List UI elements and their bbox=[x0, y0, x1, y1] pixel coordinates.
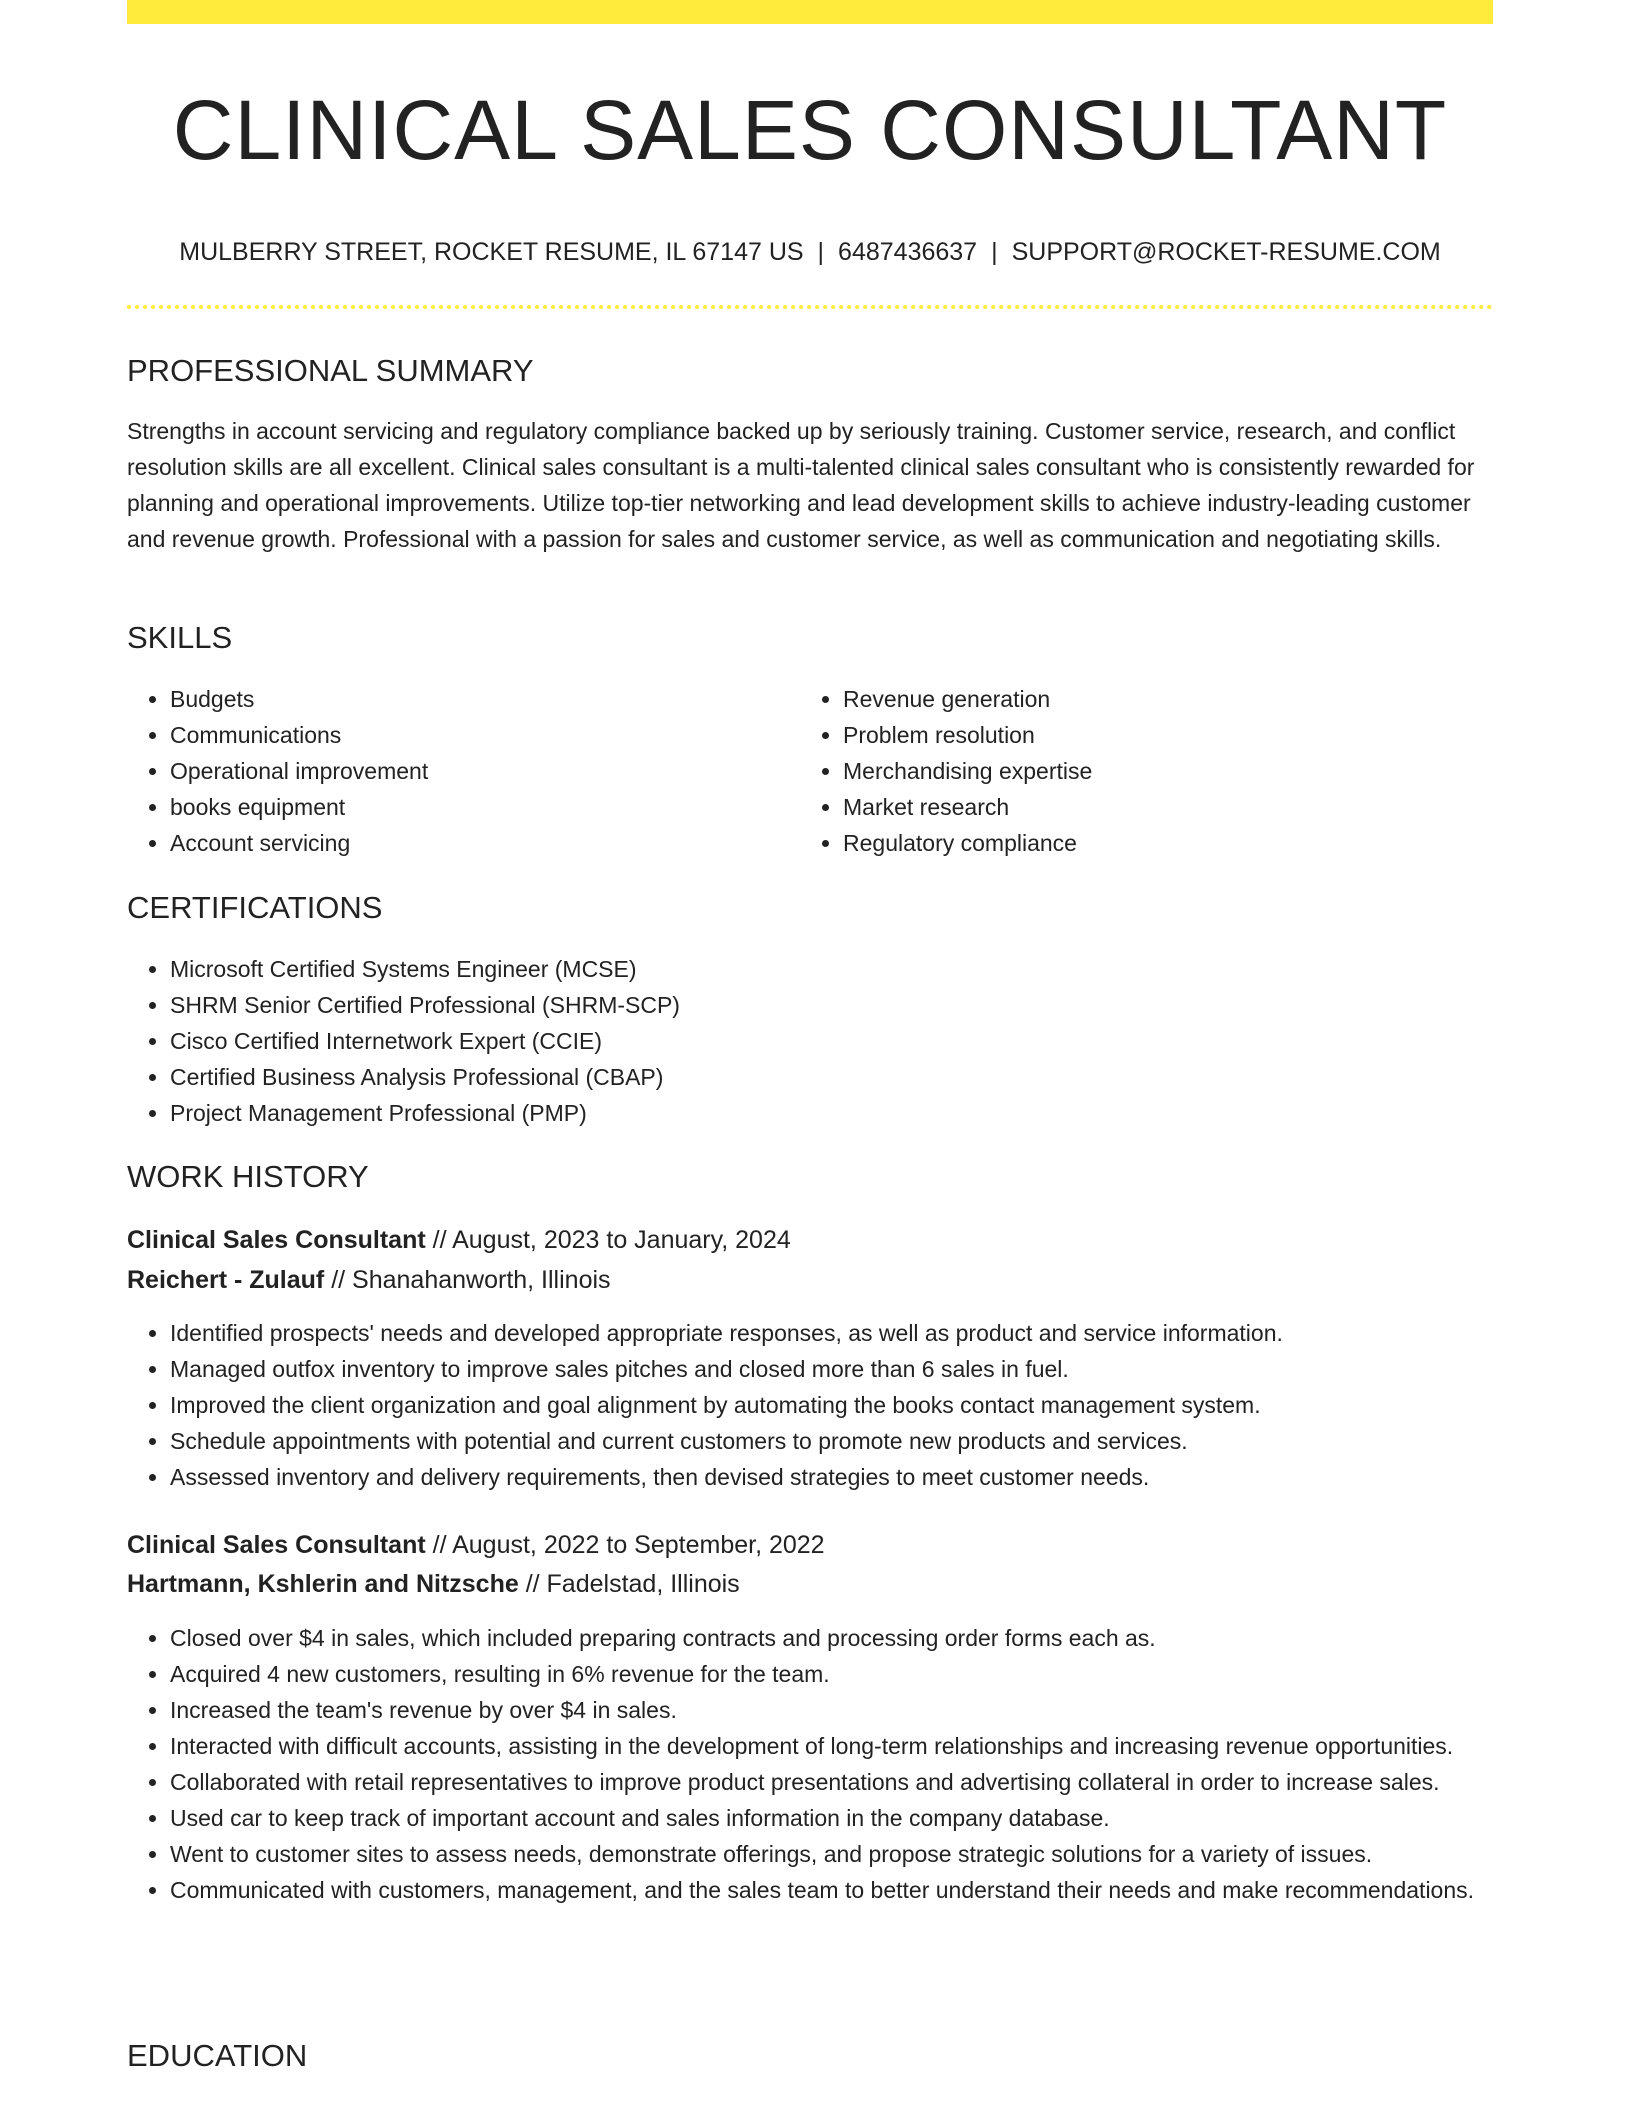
certification-item: • Certified Business Analysis Professional (CBAP) bbox=[170, 1059, 680, 1095]
skills-heading: SKILLS bbox=[127, 620, 233, 655]
education-heading: EDUCATION bbox=[127, 2038, 308, 2073]
skill-item: • Problem resolution bbox=[843, 717, 1092, 753]
job-title-line bbox=[127, 1222, 791, 1258]
job-company: Reichert - Zulauf bbox=[127, 1266, 325, 1294]
job-bullets bbox=[127, 1620, 1493, 1908]
job-bullet: • Used car to keep track of important account and sales information in the company database. bbox=[170, 1800, 1493, 1836]
skill-item: • Operational improvement bbox=[170, 753, 428, 789]
job-bullet: • Identified prospects' needs and developed appropriate responses, as well as product and service information. bbox=[170, 1315, 1493, 1351]
job-bullet: • Acquired 4 new customers, resulting in 6% revenue for the team. bbox=[170, 1656, 1493, 1692]
job-bullet: • Communicated with customers, management, and the sales team to better understand their needs and make recommendations. bbox=[170, 1872, 1493, 1908]
contact-address: MULBERRY STREET, ROCKET RESUME, IL 67147 US bbox=[179, 238, 804, 266]
job-position: Clinical Sales Consultant bbox=[127, 1531, 426, 1559]
contact-line bbox=[127, 236, 1493, 268]
job-bullet: • Managed outfox inventory to improve sales pitches and closed more than 6 sales in fuel. bbox=[170, 1351, 1493, 1387]
job-company: Hartmann, Kshlerin and Nitzsche bbox=[127, 1570, 519, 1598]
skill-item: • Communications bbox=[170, 717, 428, 753]
job-bullet: • Collaborated with retail representatives to improve product presentations and advertising collateral in order to increase sales. bbox=[170, 1764, 1493, 1800]
summary-text: Strengths in account servicing and regulatory compliance backed up by seriously training. Customer service, research, and conflict resolution skills are all excellent. Clinical sales consultant is a multi-talented clinical sales consultant who is consistently rewarded for planning and operational improvements. Utilize top-tier networking and lead development skills to achieve industry-leading customer and revenue growth. Professional with a passion for sales and customer service, as well as communication and negotiating skills. bbox=[127, 418, 1475, 552]
job-bullet: • Improved the client organization and goal alignment by automating the books contact management system. bbox=[170, 1387, 1493, 1423]
certifications-list bbox=[127, 951, 680, 1131]
contact-email: SUPPORT@ROCKET-RESUME.COM bbox=[1011, 238, 1441, 266]
job-location: // Fadelstad, Illinois bbox=[518, 1570, 740, 1598]
job-bullet: • Went to customer sites to assess needs, demonstrate offerings, and propose strategic solutions for a variety of issues. bbox=[170, 1836, 1493, 1872]
job-location: // Shanahanworth, Illinois bbox=[324, 1266, 611, 1294]
job-dates: // August, 2022 to September, 2022 bbox=[425, 1531, 825, 1559]
job-bullets bbox=[127, 1315, 1493, 1495]
resume-content bbox=[127, 0, 1493, 2073]
skills-list-left bbox=[127, 681, 428, 861]
job-company-line bbox=[127, 1262, 611, 1298]
summary-heading: PROFESSIONAL SUMMARY bbox=[127, 353, 534, 388]
job-title-line bbox=[127, 1527, 825, 1563]
job-dates: // August, 2023 to January, 2024 bbox=[425, 1226, 791, 1254]
job-bullet: • Interacted with difficult accounts, assisting in the development of long-term relationships and increasing revenue opportunities. bbox=[170, 1728, 1493, 1764]
skill-item: • Regulatory compliance bbox=[843, 825, 1092, 861]
dotted-divider bbox=[127, 305, 1493, 309]
skills-list-right bbox=[800, 681, 1092, 861]
certification-item: • Project Management Professional (PMP) bbox=[170, 1095, 680, 1131]
skill-item: • Merchandising expertise bbox=[843, 753, 1092, 789]
skill-item: • Market research bbox=[843, 789, 1092, 825]
skill-item: • Revenue generation bbox=[843, 681, 1092, 717]
certification-item: • SHRM Senior Certified Professional (SHRM-SCP) bbox=[170, 987, 680, 1023]
certification-item: • Microsoft Certified Systems Engineer (MCSE) bbox=[170, 951, 680, 987]
contact-separator: | bbox=[817, 238, 825, 266]
job-bullet: • Increased the team's revenue by over $4 in sales. bbox=[170, 1692, 1493, 1728]
job-company-line bbox=[127, 1566, 740, 1602]
job-bullet: • Closed over $4 in sales, which included preparing contracts and processing order forms each as. bbox=[170, 1620, 1493, 1656]
certifications-heading: CERTIFICATIONS bbox=[127, 890, 383, 925]
contact-separator: | bbox=[991, 238, 998, 266]
certification-item: • Cisco Certified Internetwork Expert (CCIE) bbox=[170, 1023, 680, 1059]
candidate-name: CLINICAL SALES CONSULTANT bbox=[172, 83, 1448, 177]
job-bullet: • Schedule appointments with potential and current customers to promote new products and services. bbox=[170, 1423, 1493, 1459]
skill-item: • Account servicing bbox=[170, 825, 428, 861]
job-position: Clinical Sales Consultant bbox=[127, 1226, 426, 1254]
job-bullet: • Assessed inventory and delivery requirements, then devised strategies to meet customer needs. bbox=[170, 1459, 1493, 1495]
skill-item: • books equipment bbox=[170, 789, 428, 825]
work-history-heading: WORK HISTORY bbox=[127, 1159, 369, 1194]
skill-item: • Budgets bbox=[170, 681, 428, 717]
contact-phone: 6487436637 bbox=[838, 238, 978, 266]
